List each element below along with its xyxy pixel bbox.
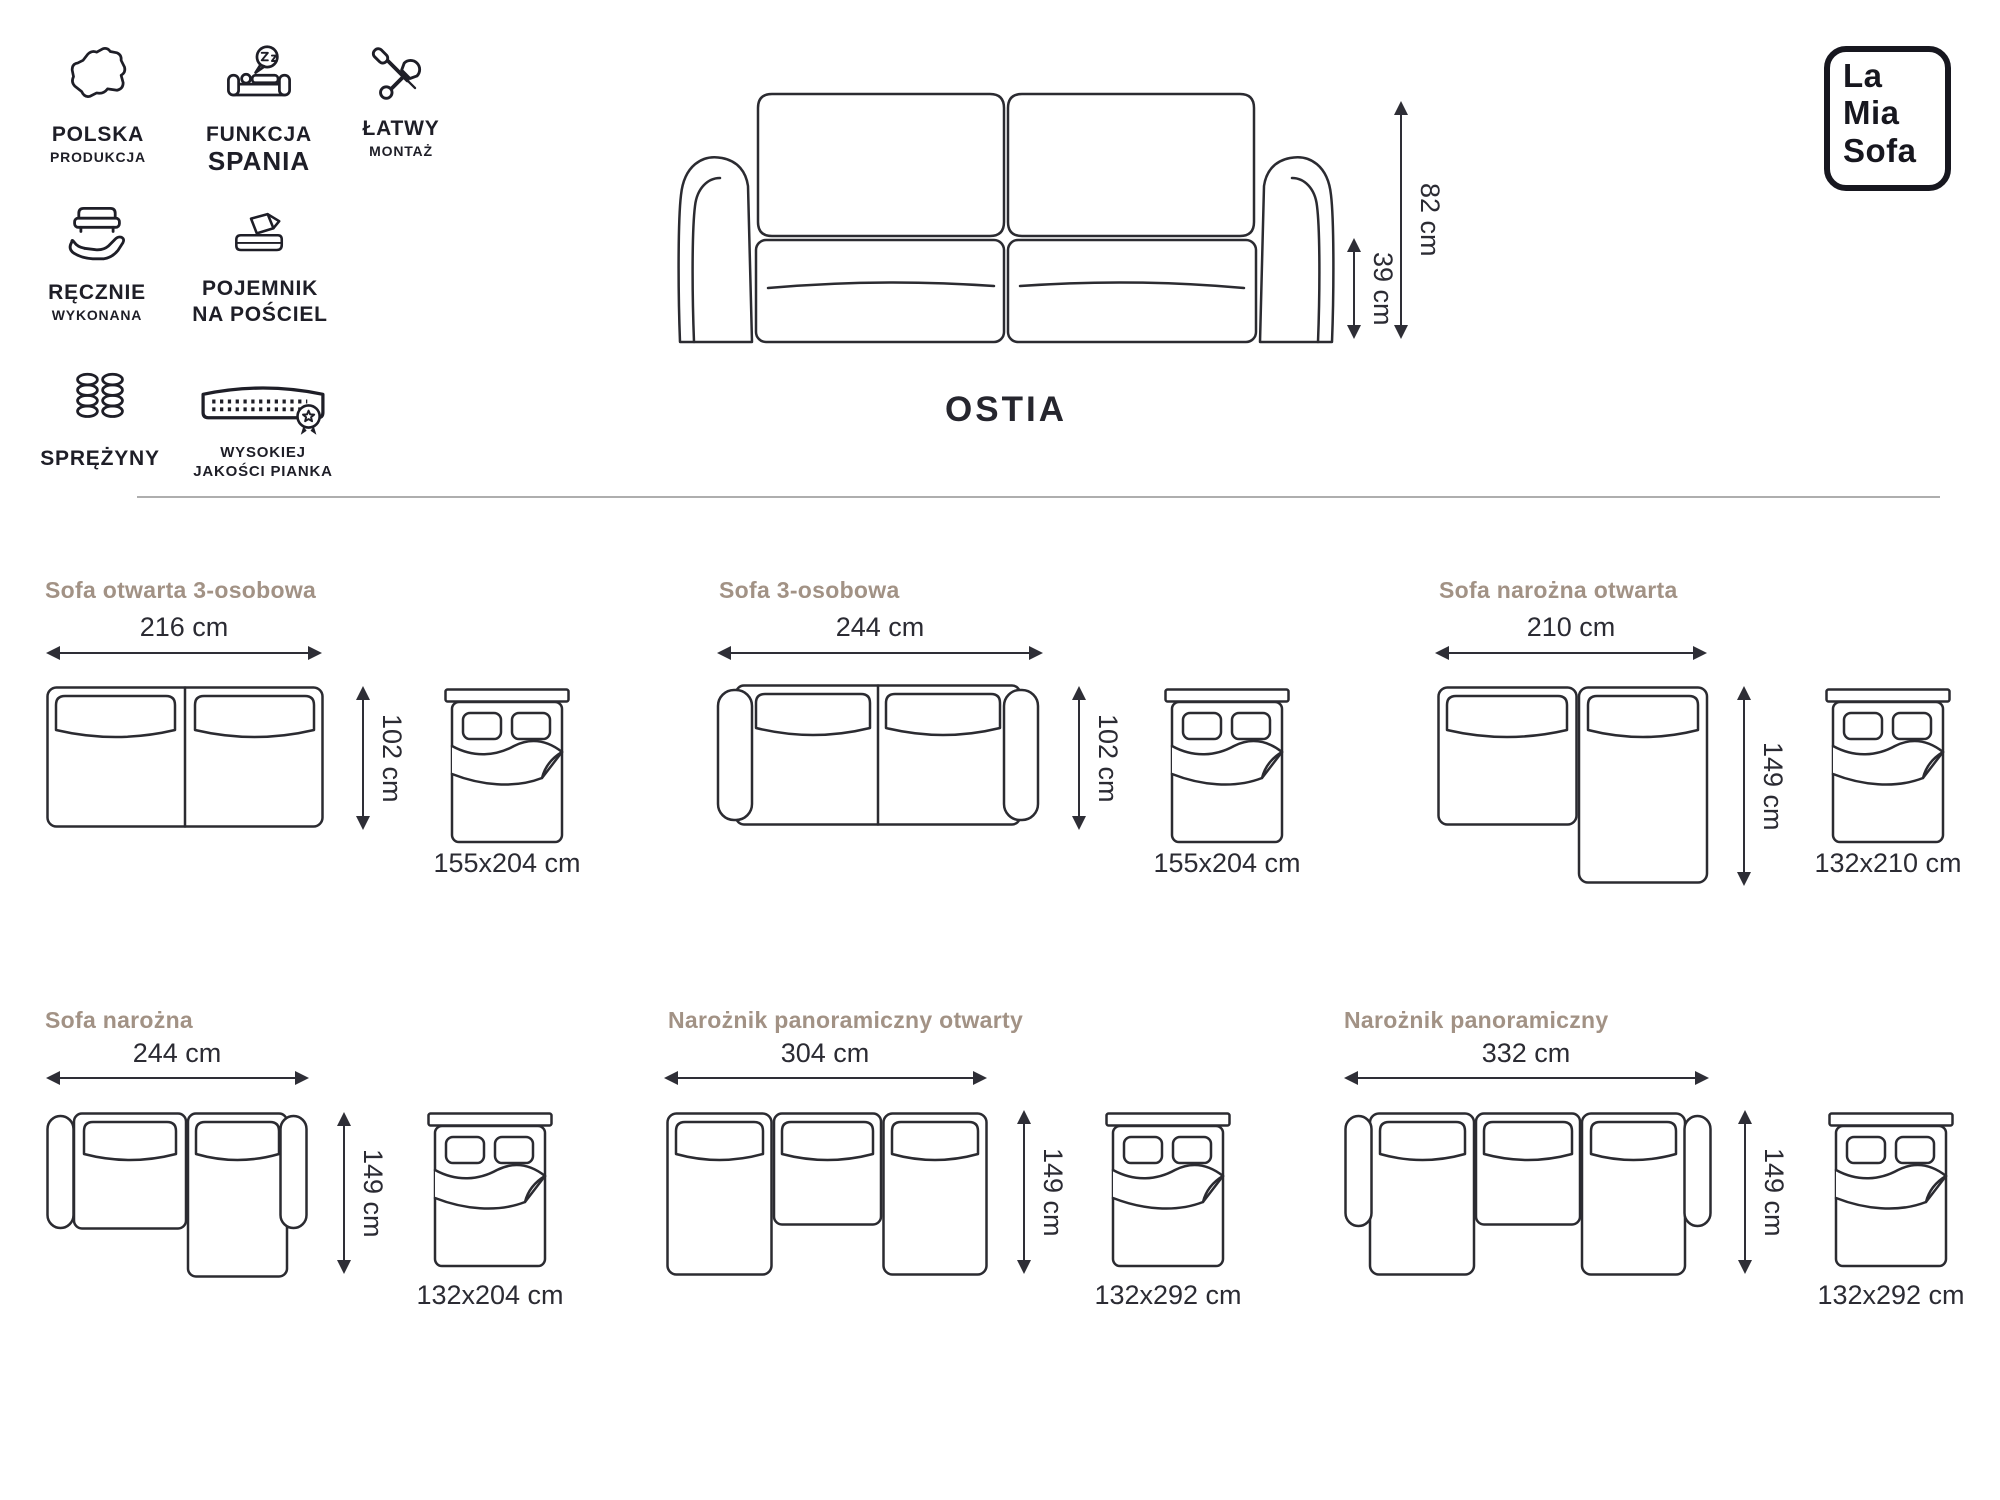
depth-label: 149 cm — [1758, 741, 1788, 831]
feature-subtitle: MONTAŻ — [369, 142, 433, 159]
feature-polska-produkcja — [32, 44, 164, 167]
width-label: 304 cm — [780, 1038, 870, 1068]
width-arrow — [719, 652, 1041, 654]
width-arrow — [48, 1077, 307, 1079]
width-label: 244 cm — [132, 1038, 222, 1068]
springs-icon — [67, 368, 133, 436]
bed-size-label: 155x204 cm — [433, 848, 581, 878]
feature-title: RĘCZNIE — [48, 281, 146, 304]
sofa-top-view — [1344, 1112, 1712, 1276]
hand-sofa-icon — [60, 200, 134, 270]
bedding-container-icon — [227, 202, 293, 266]
width-arrow — [48, 652, 320, 654]
feature-title: FUNKCJA — [206, 123, 312, 146]
width-arrow — [1346, 1077, 1707, 1079]
sofa-top-view — [46, 686, 324, 828]
bed-size-label: 132x204 cm — [416, 1280, 564, 1310]
bed-size-label: 132x292 cm — [1094, 1280, 1242, 1310]
brand-logo-line: Mia — [1843, 94, 1900, 132]
tools-icon — [369, 42, 433, 106]
feature-title: WYSOKIEJ — [220, 444, 306, 461]
poland-map-icon — [63, 44, 133, 112]
feature-subtitle: PRODUKCJA — [50, 148, 146, 165]
config-title: Sofa narożna — [45, 1007, 194, 1033]
feature-pojemnik-na-posciel — [185, 202, 335, 327]
config-title: Narożnik panoramiczny — [1344, 1007, 1609, 1033]
depth-label: 149 cm — [1759, 1147, 1789, 1237]
depth-arrow — [1744, 1112, 1746, 1272]
config-title: Sofa narożna otwarta — [1439, 577, 1678, 603]
brand-logo-line: La — [1843, 57, 1883, 94]
sofa-front-illustration — [676, 90, 1336, 345]
depth-arrow — [343, 1114, 345, 1272]
sleep-function-icon — [225, 44, 293, 112]
depth-arrow — [1023, 1112, 1025, 1272]
feature-title: ŁATWY — [362, 117, 440, 140]
seat-height-arrow — [1353, 240, 1355, 337]
feature-subtitle: JAKOŚCI PIANKA — [193, 462, 333, 480]
width-label: 332 cm — [1481, 1038, 1571, 1068]
feature-subtitle: WYKONANA — [51, 306, 143, 323]
sofa-top-view — [666, 1112, 988, 1276]
foam-mattress-icon — [196, 380, 330, 436]
feature-title: POJEMNIK — [201, 277, 319, 300]
feature-sprezyny — [35, 368, 165, 472]
width-label: 244 cm — [835, 612, 925, 642]
feature-title: SPRĘŻYNY — [40, 447, 160, 470]
width-label: 210 cm — [1526, 612, 1616, 642]
bed-size-label: 132x292 cm — [1817, 1280, 1965, 1310]
feature-wysokiej-jakosci-pianka — [190, 380, 336, 482]
width-arrow — [666, 1077, 985, 1079]
mattress-icon — [427, 1112, 553, 1270]
overall-height-label: 82 cm — [1415, 183, 1445, 257]
depth-arrow — [1078, 688, 1080, 828]
width-label: 216 cm — [139, 612, 229, 642]
feature-funkcja-spania — [188, 44, 330, 175]
seat-height-label: 39 cm — [1368, 251, 1398, 326]
product-name: OSTIA — [945, 390, 1067, 429]
sofa-top-view — [46, 1112, 308, 1278]
depth-label: 102 cm — [377, 713, 407, 803]
feature-recznie-wykonana — [27, 200, 167, 325]
feature-subtitle: SPANIA — [207, 145, 311, 176]
mattress-icon — [1164, 688, 1290, 846]
overall-height-arrow — [1400, 103, 1402, 337]
depth-label: 149 cm — [358, 1148, 388, 1238]
depth-arrow — [1743, 688, 1745, 884]
depth-label: 102 cm — [1093, 713, 1123, 803]
sofa-top-view — [716, 684, 1040, 826]
mattress-icon — [1828, 1112, 1954, 1270]
depth-label: 149 cm — [1038, 1147, 1068, 1237]
feature-title: POLSKA — [51, 123, 145, 146]
depth-arrow — [362, 688, 364, 828]
bed-size-label: 132x210 cm — [1814, 848, 1962, 878]
brand-logo — [1824, 46, 1951, 191]
config-title: Narożnik panoramiczny otwarty — [668, 1007, 1024, 1033]
feature-latwy-montaz — [340, 42, 462, 161]
mattress-icon — [1105, 1112, 1231, 1270]
bed-size-label: 155x204 cm — [1153, 848, 1301, 878]
mattress-icon — [444, 688, 570, 846]
section-divider — [137, 496, 1940, 498]
sofa-top-view — [1437, 686, 1709, 884]
config-title: Sofa otwarta 3-osobowa — [45, 577, 317, 603]
width-arrow — [1437, 652, 1705, 654]
brand-logo-line: Sofa — [1843, 131, 1917, 169]
feature-subtitle: NA POŚCIEL — [192, 302, 328, 326]
mattress-icon — [1825, 688, 1951, 846]
config-title: Sofa 3-osobowa — [719, 577, 900, 603]
